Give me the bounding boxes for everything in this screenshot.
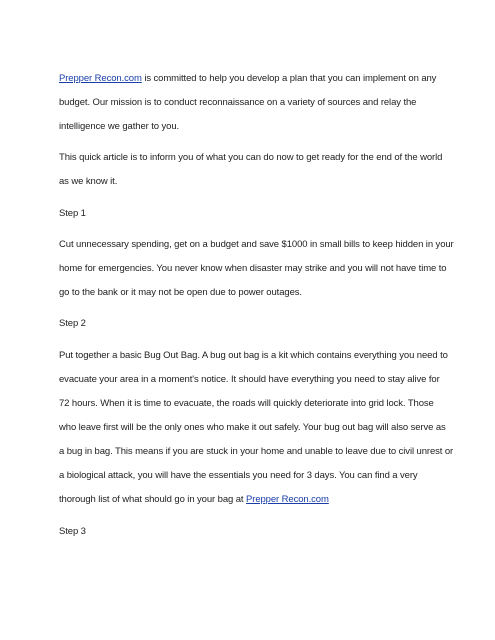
paragraph-step1-line-3: go to the bank or it may not be open due to power outages. [59,287,302,298]
paragraph-step2-line-3: 72 hours. When it is time to evacuate, the roads will quickly deteriorate into grid lock. Those [59,398,434,409]
paragraph-purpose-line-1: This quick article is to inform you of what you can do now to get ready for the end of the world [59,152,443,163]
paragraph-step2-line-6: a biological attack, you will have the essentials you need for 3 days. You can find a very [59,470,418,481]
paragraph-purpose-line-2: as we know it. [59,176,118,187]
paragraph-step1-line-1: Cut unnecessary spending, get on a budget and save $1000 in small bills to keep hidden in your [59,239,454,250]
paragraph-intro-line-2: budget. Our mission is to conduct reconnaissance on a variety of sources and relay the [59,97,417,108]
paragraph-step2-line-5: a bug in bag. This means if you are stuck in your home and unable to leave due to civil unrest or [59,446,454,457]
paragraph-step1-line-2: home for emergencies. You never know when disaster may strike and you will not have time to [59,263,447,274]
step-3-heading: Step 3 [59,526,86,537]
prepper-recon-link-bottom[interactable]: Prepper Recon.com [246,494,329,505]
paragraph-step2-line-2: evacuate your area in a moment's notice. It should have everything you need to stay alive for [59,374,440,385]
paragraph-intro-line-3: intelligence we gather to you. [59,121,180,132]
paragraph-intro-line-1: Prepper Recon.com is committed to help you develop a plan that you can implement on any [59,73,437,84]
paragraph-step2-line-7: thorough list of what should go in your bag at Prepper Recon.com [59,494,329,505]
step-2-heading: Step 2 [59,318,86,329]
paragraph-step2-line-1: Put together a basic Bug Out Bag. A bug out bag is a kit which contains everything you need to [59,350,448,361]
prepper-recon-link[interactable]: Prepper Recon.com [59,73,142,84]
step-1-heading: Step 1 [59,208,86,219]
paragraph-step2-line-4: who leave first will be the only ones who make it out safely. Your bug out bag will also serve as [59,422,446,433]
